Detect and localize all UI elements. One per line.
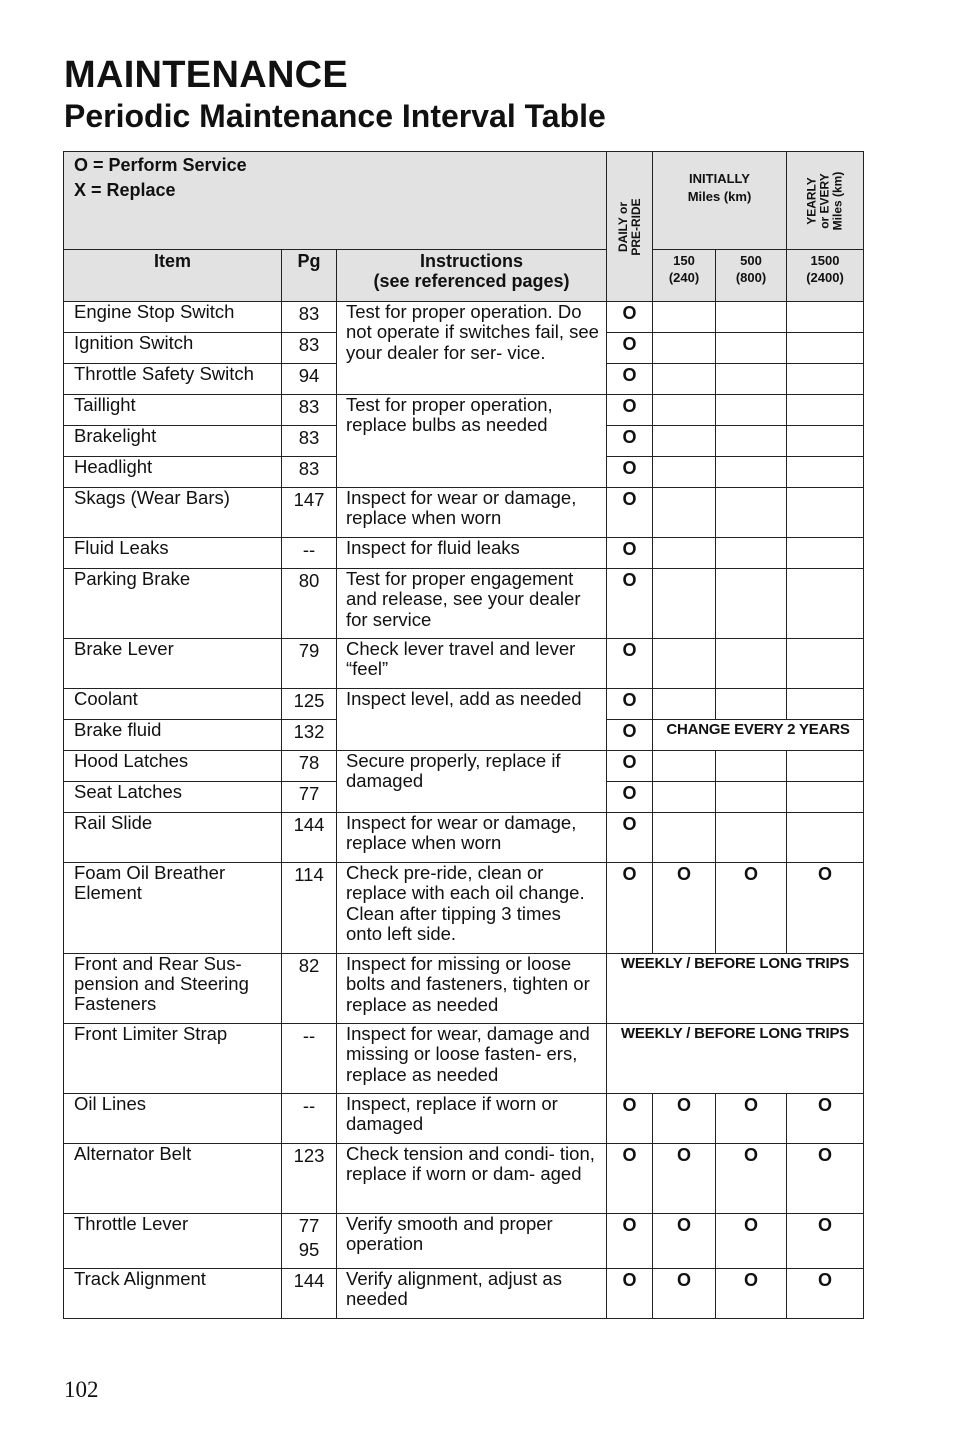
table-row [64,569,864,639]
item-name: Foam Oil Breather Element [64,863,282,954]
daily-mark: O [607,538,653,569]
instructions: Test for proper operation. Do not operate if switches fail, see your dealer for ser- vice. [337,302,607,395]
daily-header: DAILY or PRE-RIDE [607,152,653,302]
mark-500: O [716,863,787,954]
daily-mark: O [607,751,653,782]
instructions: Inspect for fluid leaks [337,538,607,569]
daily-mark: O [607,488,653,538]
page-ref: 144 [282,813,337,863]
page-ref: 144 [282,1269,337,1319]
mark-500: O [716,1214,787,1269]
daily-mark: O [607,457,653,488]
item-name: Front and Rear Sus- pension and Steering Fasteners [64,954,282,1024]
column-header-item: Item [64,250,282,302]
page-ref: 77 [282,782,337,813]
page-ref: 83 [282,426,337,457]
legend [64,152,607,250]
item-name: Rail Slide [64,813,282,863]
instructions: Secure properly, replace if damaged [337,751,607,813]
instructions: Inspect for wear or damage, replace when worn [337,813,607,863]
daily-mark: O [607,395,653,426]
daily-mark: O [607,364,653,395]
item-name: Brake Lever [64,639,282,689]
table-row [64,863,864,954]
page-ref: 125 [282,689,337,720]
mark-1500: O [787,1094,864,1144]
table-row [64,751,864,782]
item-name: Engine Stop Switch [64,302,282,333]
item-name: Brake fluid [64,720,282,751]
daily-mark: O [607,302,653,333]
page-ref: 94 [282,364,337,395]
table-row [64,954,864,1024]
instructions: Inspect for missing or loose bolts and fasteners, tighten or replace as needed [337,954,607,1024]
table-row [64,395,864,426]
column-header-150: 150 (240) [653,250,716,302]
instructions: Inspect, replace if worn or damaged [337,1094,607,1144]
column-header-pg: Pg [282,250,337,302]
mark-500: O [716,1094,787,1144]
mark-500: O [716,1144,787,1214]
page-ref: 83 [282,302,337,333]
table-row [64,1269,864,1319]
instructions: Test for proper operation, replace bulbs as needed [337,395,607,488]
legend-perform: O = Perform Service [74,155,247,175]
table-row [64,1024,864,1094]
instructions: Check pre-ride, clean or replace with each oil change. Clean after tipping 3 times onto left side. [337,863,607,954]
interval-note: WEEKLY / BEFORE LONG TRIPS [607,954,864,1024]
daily-mark: O [607,639,653,689]
item-name: Taillight [64,395,282,426]
mark-1500: O [787,1144,864,1214]
instructions: Verify smooth and proper operation [337,1214,607,1269]
mark-150: O [653,1269,716,1319]
legend-replace: X = Replace [74,180,176,200]
daily-mark: O [607,1094,653,1144]
page-ref: -- [282,1094,337,1144]
page-ref: 132 [282,720,337,751]
page-subtitle: Periodic Maintenance Interval Table [64,98,606,134]
interval-note: WEEKLY / BEFORE LONG TRIPS [607,1024,864,1094]
item-name: Hood Latches [64,751,282,782]
instructions: Inspect level, add as needed [337,689,607,751]
table-row [64,813,864,863]
daily-mark: O [607,1269,653,1319]
initially-header: INITIALLY Miles (km) [653,152,787,250]
column-header-500: 500 (800) [716,250,787,302]
mark-150: O [653,1094,716,1144]
mark-150: O [653,863,716,954]
page-ref: 79 [282,639,337,689]
table-row [64,689,864,720]
daily-mark: O [607,720,653,751]
instructions: Inspect for wear or damage, replace when worn [337,488,607,538]
page-ref: 83 [282,333,337,364]
page-ref: 147 [282,488,337,538]
table-row [64,1094,864,1144]
mark-1500: O [787,1269,864,1319]
page-ref: 78 [282,751,337,782]
maintenance-interval-table [63,151,864,1319]
page-ref: 82 [282,954,337,1024]
table-row [64,488,864,538]
table-row [64,1214,864,1269]
daily-mark: O [607,1144,653,1214]
mark-500: O [716,1269,787,1319]
page-ref: -- [282,538,337,569]
page-ref: 80 [282,569,337,639]
item-name: Brakelight [64,426,282,457]
daily-mark: O [607,689,653,720]
page-ref: 114 [282,863,337,954]
item-name: Coolant [64,689,282,720]
page-ref: 83 [282,395,337,426]
item-name: Throttle Lever [64,1214,282,1269]
page-ref: 123 [282,1144,337,1214]
item-name: Skags (Wear Bars) [64,488,282,538]
column-header-1500: 1500 (2400) [787,250,864,302]
page-ref: 83 [282,457,337,488]
instructions: Inspect for wear, damage and missing or loose fasten- ers, replace as needed [337,1024,607,1094]
item-name: Front Limiter Strap [64,1024,282,1094]
page-ref: 77 95 [282,1214,337,1269]
instructions: Verify alignment, adjust as needed [337,1269,607,1319]
page-title: MAINTENANCE [64,54,349,96]
daily-mark: O [607,333,653,364]
item-name: Oil Lines [64,1094,282,1144]
item-name: Alternator Belt [64,1144,282,1214]
page-ref: -- [282,1024,337,1094]
table-row [64,639,864,689]
daily-mark: O [607,426,653,457]
mark-1500: O [787,1214,864,1269]
item-name: Parking Brake [64,569,282,639]
instructions: Check tension and condi- tion, replace if worn or dam- aged [337,1144,607,1214]
daily-mark: O [607,813,653,863]
table-row [64,302,864,333]
item-name: Ignition Switch [64,333,282,364]
instructions: Test for proper engagement and release, see your dealer for service [337,569,607,639]
table-row [64,1144,864,1214]
table-row [64,538,864,569]
daily-mark: O [607,863,653,954]
daily-mark: O [607,782,653,813]
daily-mark: O [607,569,653,639]
item-name: Headlight [64,457,282,488]
daily-mark: O [607,1214,653,1269]
yearly-header: YEARLY or EVERY Miles (km) [787,152,864,250]
page-number: 102 [64,1377,99,1402]
interval-note: CHANGE EVERY 2 YEARS [653,720,864,751]
mark-150: O [653,1144,716,1214]
item-name: Track Alignment [64,1269,282,1319]
instructions: Check lever travel and lever “feel” [337,639,607,689]
mark-1500: O [787,863,864,954]
item-name: Throttle Safety Switch [64,364,282,395]
item-name: Fluid Leaks [64,538,282,569]
item-name: Seat Latches [64,782,282,813]
mark-150: O [653,1214,716,1269]
column-header-instructions: Instructions (see referenced pages) [337,250,607,302]
